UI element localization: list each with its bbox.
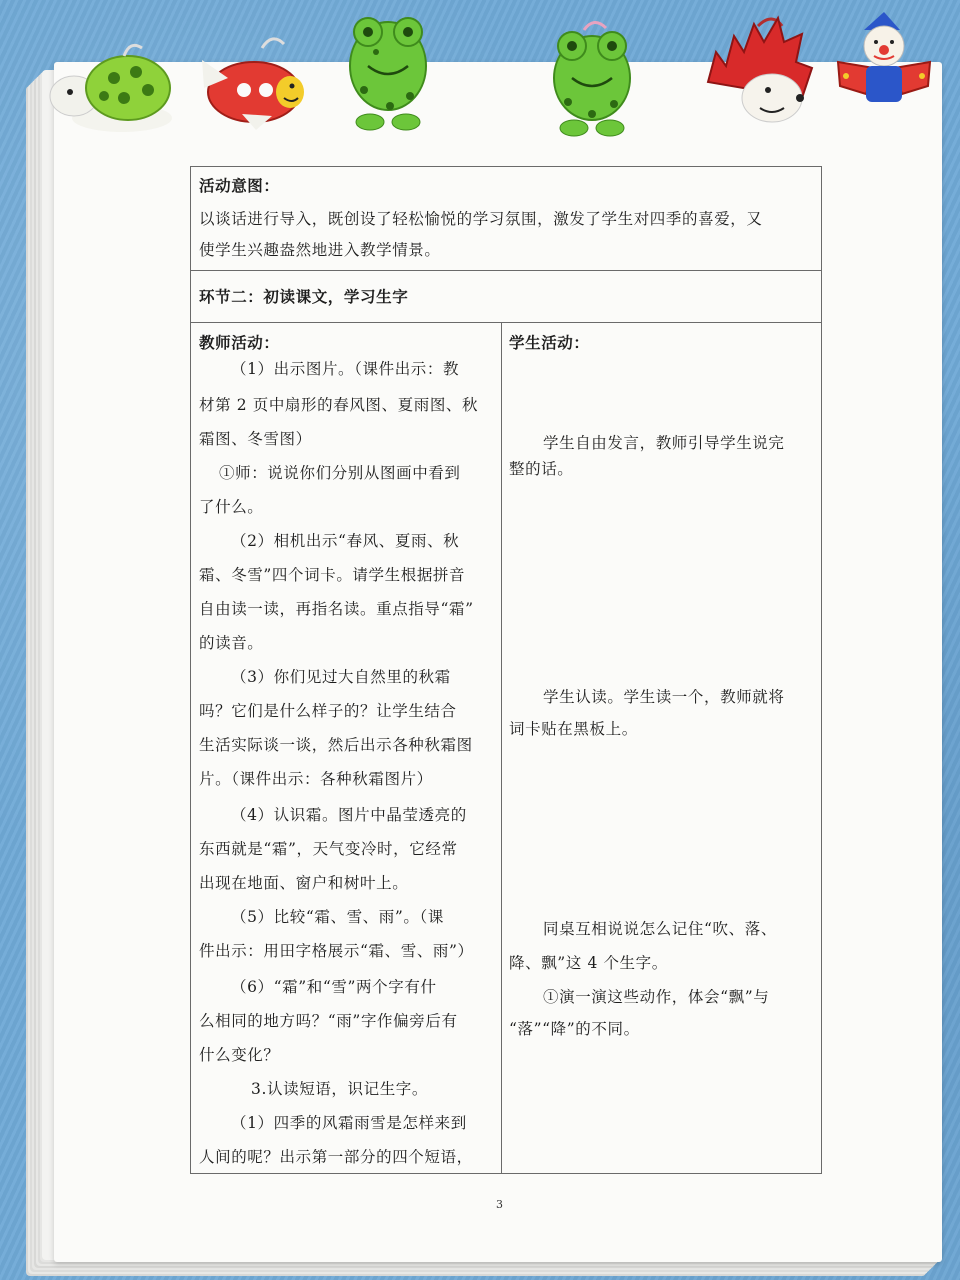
student-activity-line: 同桌互相说说怎么记住“吹、落、 <box>543 920 777 938</box>
teacher-activity-line: （1）出示图片。（课件出示：教 <box>231 360 460 378</box>
activity-intent-row <box>191 167 821 271</box>
teacher-activity-line: 生活实际谈一谈，然后出示各种秋霜图 <box>199 736 473 754</box>
teacher-activity-line: 出现在地面、窗户和树叶上。 <box>199 874 409 892</box>
student-activity-line: “落”“降”的不同。 <box>509 1020 640 1038</box>
activity-intent-heading: 活动意图： <box>199 176 280 195</box>
page-number: 3 <box>496 1198 503 1211</box>
teacher-activity-line: 自由读一读，再指名读。重点指导“霜” <box>199 600 474 618</box>
turtle-clip <box>44 38 184 138</box>
teacher-activity-line: ①师：说说你们分别从图画中看到 <box>219 464 461 482</box>
frog-clip <box>544 20 640 140</box>
stage-two-row <box>191 271 821 323</box>
activity-intent-line: 以谈话进行导入，既创设了轻松愉悦的学习氛围，激发了学生对四季的喜爱，又 <box>199 210 763 228</box>
teacher-activity-line: 什么变化？ <box>199 1046 280 1064</box>
teacher-activity-line: （6）“霜”和“雪”两个字有什 <box>231 978 437 996</box>
teacher-activity-heading: 教师活动： <box>199 333 280 352</box>
teacher-activity-line: 3.认读短语，识记生字。 <box>251 1080 428 1098</box>
student-activity-line: 整的话。 <box>509 460 574 478</box>
teacher-activity-line: 材第 2 页中扇形的春风图、夏雨图、秋 <box>199 396 479 414</box>
activity-intent-line: 使学生兴趣盎然地进入教学情景。 <box>199 241 441 259</box>
activities-row <box>191 323 821 1173</box>
stage-two-heading: 环节二：初读课文，学习生字 <box>199 287 409 306</box>
teacher-activity-line: 东西就是“霜”，天气变冷时，它经常 <box>199 840 458 858</box>
document-page <box>54 62 942 1262</box>
hedgehog-clip <box>698 12 818 130</box>
teacher-activity-line: 吗？它们是什么样子的？让学生结合 <box>199 702 457 720</box>
teacher-activity-line: （5）比较“霜、雪、雨”。（课 <box>231 908 444 926</box>
student-activity-line: 学生自由发言，教师引导学生说完 <box>543 434 785 452</box>
column-divider <box>501 323 502 1173</box>
teacher-activity-line: （1）四季的风霜雨雪是怎样来到 <box>231 1114 467 1132</box>
student-activity-line: 学生认读。学生读一个，教师就将 <box>543 688 785 706</box>
teacher-activity-line: 人间的呢？出示第一部分的四个短语， <box>199 1148 473 1166</box>
teacher-activity-line: 的读音。 <box>199 634 264 652</box>
lesson-plan-table <box>190 166 822 1174</box>
airplane-fish-clip <box>192 30 316 134</box>
teacher-activity-line: （3）你们见过大自然里的秋霜 <box>231 668 451 686</box>
clown-clip <box>824 6 944 126</box>
student-activity-line: 降、飘”这 4 个生字。 <box>509 954 668 972</box>
student-activity-heading: 学生活动： <box>509 333 590 352</box>
teacher-activity-line: （4）认识霜。图片中晶莹透亮的 <box>231 806 467 824</box>
teacher-activity-line: 霜、冬雪”四个词卡。请学生根据拼音 <box>199 566 466 584</box>
teacher-activity-line: 霜图、冬雪图） <box>199 430 312 448</box>
teacher-activity-line: （2）相机出示“春风、夏雨、秋 <box>231 532 460 550</box>
frog-clip <box>340 10 436 140</box>
teacher-activity-line: 件出示：用田字格展示“霜、雪、雨”） <box>199 942 474 960</box>
student-activity-line: 词卡贴在黑板上。 <box>509 720 638 738</box>
teacher-activity-line: 片。（课件出示：各种秋霜图片） <box>199 770 433 788</box>
teacher-activity-line: 了什么。 <box>199 498 264 516</box>
student-activity-line: ①演一演这些动作，体会“飘”与 <box>543 988 770 1006</box>
teacher-activity-line: 么相同的地方吗？“雨”字作偏旁后有 <box>199 1012 458 1030</box>
